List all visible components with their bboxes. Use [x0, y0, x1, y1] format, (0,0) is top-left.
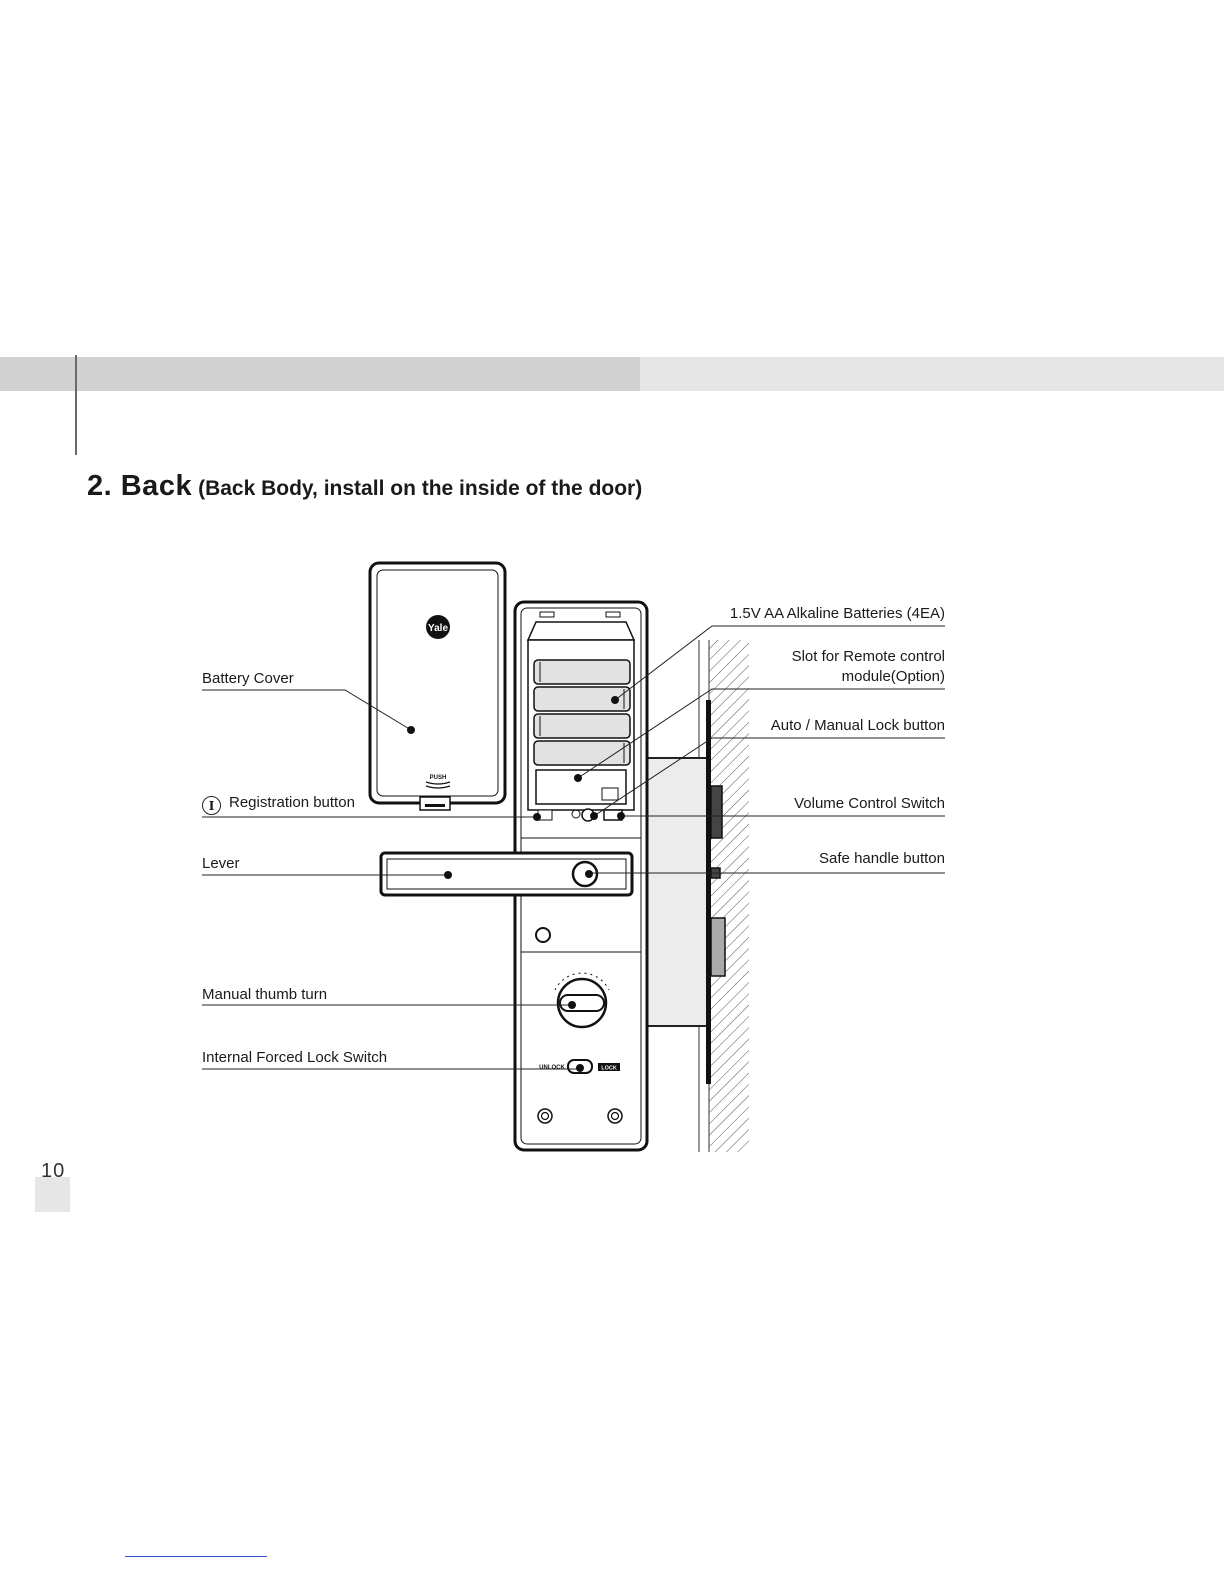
label-registration-button — [202, 794, 355, 815]
label-internal-forced-lock-switch: Internal Forced Lock Switch — [202, 1049, 388, 1066]
section-number: 2. Back — [87, 470, 193, 502]
label-auto-manual-lock: Auto / Manual Lock button — [770, 717, 945, 734]
label-remote-slot-line2: module(Option) — [841, 668, 945, 685]
lock-mark: LOCK — [601, 1065, 617, 1072]
label-registration-text: Registration button — [229, 794, 355, 811]
lever — [381, 853, 632, 895]
unlock-mark: UNLOCK — [539, 1065, 565, 1071]
label-lever: Lever — [202, 855, 240, 872]
push-mark: PUSH — [429, 775, 447, 781]
label-volume-control: Volume Control Switch — [794, 795, 945, 812]
label-battery-cover: Battery Cover — [202, 670, 294, 687]
label-batteries: 1.5V AA Alkaline Batteries (4EA) — [729, 605, 945, 622]
section-subtitle: (Back Body, install on the inside of the door) — [198, 477, 643, 500]
yale-logo-text: Yale — [427, 623, 449, 634]
label-manual-thumb-turn: Manual thumb turn — [202, 986, 328, 1003]
label-safe-handle: Safe handle button — [819, 850, 945, 867]
info-circle-icon: I — [202, 796, 221, 815]
battery-cover — [370, 563, 505, 810]
page-number: 10 — [41, 1160, 66, 1182]
label-remote-slot-line1: Slot for Remote control — [791, 648, 945, 665]
footer-link-underline — [125, 1556, 267, 1557]
